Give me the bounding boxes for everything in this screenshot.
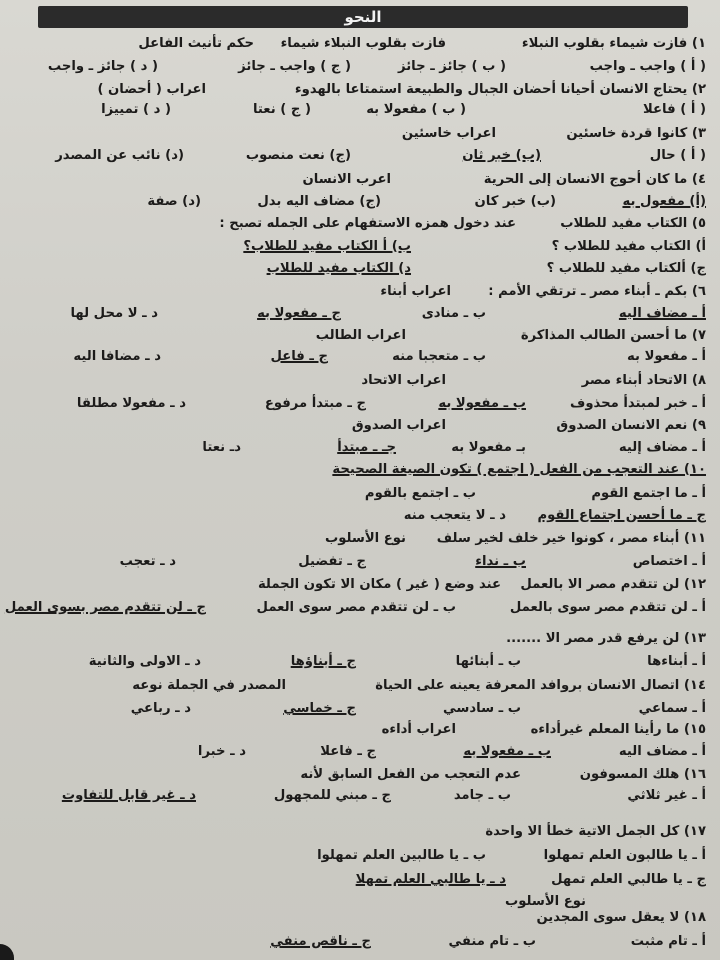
- line-text: ١٢) لن تتقدم مصر الا بالعمل: [520, 577, 706, 592]
- question-line: [10, 788, 706, 810]
- line-text: د ـ مفعولا مطلقا: [76, 396, 186, 411]
- underlined-answer-text: ج ـ أبناؤها: [290, 654, 356, 669]
- line-text: أ ـ ما اجتمع القوم: [591, 486, 706, 501]
- question-line: [10, 216, 706, 238]
- question-line: [10, 328, 706, 350]
- line-text: (ب) خبر كان: [474, 194, 556, 209]
- underlined-answer-text: ج ـ خماسي: [283, 701, 356, 716]
- line-text: ب ـ جامد: [453, 788, 511, 803]
- line-text: ( أ ) حال: [649, 148, 706, 163]
- question-line: [10, 462, 706, 484]
- question-line: [10, 678, 706, 700]
- line-text: ٣) كانوا قردة خاسئين: [566, 126, 706, 141]
- question-line: [10, 349, 706, 371]
- line-text: ب ـ يا طالبين العلم تمهلوا: [317, 848, 486, 863]
- question-line: [10, 36, 706, 58]
- line-text: ب ـ متعجبا منه: [392, 349, 486, 364]
- line-text: ( د ) تمييزا: [101, 102, 171, 117]
- question-line: [10, 172, 706, 194]
- line-text: ب ـ سادسي: [443, 701, 521, 716]
- line-text: ( أ ) واجب ـ واجب: [589, 59, 706, 74]
- underlined-answer-text: ج ـ مفعولا به: [257, 306, 341, 321]
- line-text: أ ـ خبر لمبتدأ محذوف: [570, 396, 706, 411]
- underlined-answer-text: أ ـ مضاف اليه: [618, 306, 706, 321]
- question-line: [10, 848, 706, 870]
- question-line: [10, 418, 706, 440]
- underlined-answer-text: ب) أ الكتاب مفيد للطلاب؟: [243, 239, 411, 254]
- line-text: ١٤) اتصال الانسان بروافد المعرفة يعينه على الحياة: [375, 678, 706, 693]
- line-text: ب ـ منادى: [421, 306, 486, 321]
- underlined-answer-text: (أ) مفعول به: [622, 194, 706, 209]
- line-text: بـ مفعولا به: [451, 440, 526, 455]
- question-line: [10, 767, 706, 789]
- question-line: [10, 373, 706, 395]
- question-line: [4, 600, 706, 622]
- line-text: (ج) نعت منصوب: [245, 148, 351, 163]
- line-text: حكم تأنيث الفاعل: [138, 36, 254, 51]
- question-line: [10, 306, 706, 328]
- question-line: [10, 531, 706, 553]
- question-line: [10, 284, 706, 306]
- question-line: [10, 824, 706, 846]
- question-line: [10, 701, 706, 723]
- line-text: ب ـ لن تتقدم مصر سوى العمل: [256, 600, 456, 615]
- line-text: اعراب الطالب: [315, 328, 406, 343]
- question-line: [10, 577, 706, 599]
- line-text: ٥) الكتاب مفيد للطلاب: [560, 216, 706, 231]
- line-text: ١٧) كل الجمل الاتية خطأ الا واحدة: [485, 824, 706, 839]
- line-text: ٩) نعم الانسان الصدوق: [556, 418, 706, 433]
- page-title: النحو: [38, 6, 688, 28]
- line-text: اعرب الانسان: [302, 172, 391, 187]
- underlined-answer-text: د ـ غير قابل للتفاوت: [61, 788, 196, 803]
- line-text: ج) ألكتاب مفيد للطلاب ؟: [546, 261, 706, 276]
- question-line: [10, 194, 706, 216]
- line-text: ٧) ما أحسن الطالب المذاكرة: [520, 328, 706, 343]
- question-line: [10, 59, 706, 81]
- question-line: [10, 654, 706, 676]
- underlined-answer-text: ج ـ لن تتقدم مصر بسوى العمل: [4, 600, 206, 615]
- question-line: [10, 722, 706, 744]
- line-text: أ ـ يا طالبون العلم تمهلوا: [543, 848, 706, 863]
- line-text: ١٦) هلك المسوفون: [579, 767, 706, 782]
- line-text: اعراب أداءه: [381, 722, 456, 737]
- question-line: [10, 486, 706, 508]
- line-text: اعراب الاتحاد: [361, 373, 446, 388]
- underlined-answer-text: ب ـ مفعولا به: [438, 396, 526, 411]
- underlined-answer-text: جـ ـ مبتدأ: [337, 440, 396, 455]
- line-text: عند وضع ( غير ) مكان الا تكون الجملة: [257, 577, 501, 592]
- line-text: اعراب أبناء: [380, 284, 451, 299]
- line-text: ١) فازت شيماء بقلوب النبلاء: [521, 36, 706, 51]
- question-line: [10, 744, 706, 766]
- line-text: د ـ لا محل لها: [70, 306, 158, 321]
- line-text: ١١) أبناء مصر ، كونوا خير خلف لخير سلف: [436, 531, 706, 546]
- line-text: د ـ مضافا اليه: [73, 349, 161, 364]
- line-text: ٨) الاتحاد أبناء مصر: [581, 373, 706, 388]
- question-line: [10, 82, 706, 104]
- line-text: د ـ الاولى والثانية: [88, 654, 201, 669]
- question-line: [10, 554, 706, 576]
- line-text: أ ـ مفعولا به: [627, 349, 706, 364]
- line-text: ١٨) لا يعقل سوى المجدين: [536, 910, 706, 925]
- question-line: [10, 934, 706, 956]
- line-text: دـ نعتا: [202, 440, 241, 455]
- line-text: ب ـ أبنائها: [455, 654, 521, 669]
- line-text: اعراب ( أحضان ): [97, 82, 206, 97]
- line-text: ب ـ تام منفي: [448, 934, 536, 949]
- line-text: ج ـ فاعلا: [320, 744, 376, 759]
- line-text: نوع الأسلوب: [324, 531, 406, 546]
- line-text: عدم التعجب من الفعل السابق لأنه: [300, 767, 521, 782]
- question-line: [10, 239, 706, 261]
- underlined-answer-text: ب ـ نداء: [475, 554, 526, 569]
- question-line: [10, 126, 706, 148]
- line-text: ٢) يحتاج الانسان أحيانا أحضان الجبال والطبيعة استمتاعا بالهدوء: [294, 82, 706, 97]
- question-line: [10, 631, 706, 653]
- question-line: [10, 396, 706, 418]
- question-line: [10, 872, 706, 894]
- line-text: أ ـ سماعي: [638, 701, 706, 716]
- line-text: د ـ لا يتعجب منه: [403, 508, 506, 523]
- line-text: ( ج ) نعتا: [252, 102, 311, 117]
- line-text: اعراب خاسئين: [401, 126, 496, 141]
- line-text: أ ـ غير ثلاثي: [627, 788, 706, 803]
- underlined-answer-text: ١٠) عند التعجب من الفعل ( اجتمع ) تكون الصيغة الصحيحة: [332, 462, 706, 477]
- underlined-answer-text: ج ـ ما أحسن اجتماع القوم: [537, 508, 706, 523]
- line-text: ( ب ) جائز ـ جائز: [398, 59, 506, 74]
- line-text: أ ـ أبناءها: [647, 654, 706, 669]
- line-text: أ ـ تام مثبت: [630, 934, 706, 949]
- line-text: د ـ تعجب: [119, 554, 176, 569]
- line-text: عند دخول همزه الاستفهام على الجمله تصبح :: [219, 216, 516, 231]
- line-text: أ ـ مضاف إليه: [618, 440, 706, 455]
- underlined-answer-text: ج ـ فاعل: [270, 349, 328, 364]
- line-text: (ج) مضاف اليه بدل: [257, 194, 381, 209]
- line-text: ( ج ) واجب ـ جائز: [238, 59, 351, 74]
- line-text: ج ـ يا طالبي العلم تمهل: [551, 872, 706, 887]
- line-text: (د) صفة: [147, 194, 201, 209]
- line-text: ( ب ) مفعولا به: [366, 102, 466, 117]
- line-text: ١٣) لن يرفع قدر مصر الا .......: [506, 631, 706, 646]
- underlined-answer-text: ب ـ مفعولا به: [463, 744, 551, 759]
- line-text: ٦) بكم ـ أبناء مصر ـ ترتقي الأمم :: [488, 284, 706, 299]
- line-text: ج ـ تفضيل: [298, 554, 366, 569]
- question-line: [10, 148, 706, 170]
- question-line: [10, 102, 706, 124]
- line-text: ( د ) جائز ـ واجب: [47, 59, 158, 74]
- line-text: اعراب الصدوق: [351, 418, 446, 433]
- line-text: المصدر في الجملة نوعه: [132, 678, 286, 693]
- line-text: د ـ رباعي: [130, 701, 191, 716]
- line-text: أ) الكتاب مفيد للطلاب ؟: [551, 239, 706, 254]
- line-text: ج ـ مبني للمجهول: [273, 788, 391, 803]
- line-text: ١٥) ما رأينا المعلم غيرأداءه: [530, 722, 706, 737]
- line-text: ٤) ما كان أحوج الانسان إلى الحرية: [483, 172, 706, 187]
- line-text: أ ـ لن تتقدم مصر سوى بالعمل: [509, 600, 706, 615]
- line-text: فازت بقلوب النبلاء شيماء: [280, 36, 446, 51]
- line-text: أ ـ اختصاص: [632, 554, 706, 569]
- line-text: د ـ خبرا: [197, 744, 246, 759]
- line-text: نوع الأسلوب: [504, 894, 586, 909]
- underlined-answer-text: (ب) خبر ثان: [462, 148, 541, 163]
- line-text: ب ـ اجتمع بالقوم: [364, 486, 476, 501]
- line-text: ج ـ مبتدأ مرفوع: [264, 396, 366, 411]
- underlined-answer-text: د) الكتاب مفيد للطلاب: [266, 261, 411, 276]
- line-text: أ ـ مضاف اليه: [618, 744, 706, 759]
- question-line: [10, 440, 706, 462]
- underlined-answer-text: ج ـ ناقص منفي: [270, 934, 371, 949]
- line-text: ( أ ) فاعلا: [643, 102, 706, 117]
- line-text: (د) نائب عن المصدر: [55, 148, 184, 163]
- question-line: [10, 910, 706, 932]
- underlined-answer-text: د ـ يا طالبي العلم تمهلا: [355, 872, 506, 887]
- question-line: [10, 508, 706, 530]
- question-line: [10, 261, 706, 283]
